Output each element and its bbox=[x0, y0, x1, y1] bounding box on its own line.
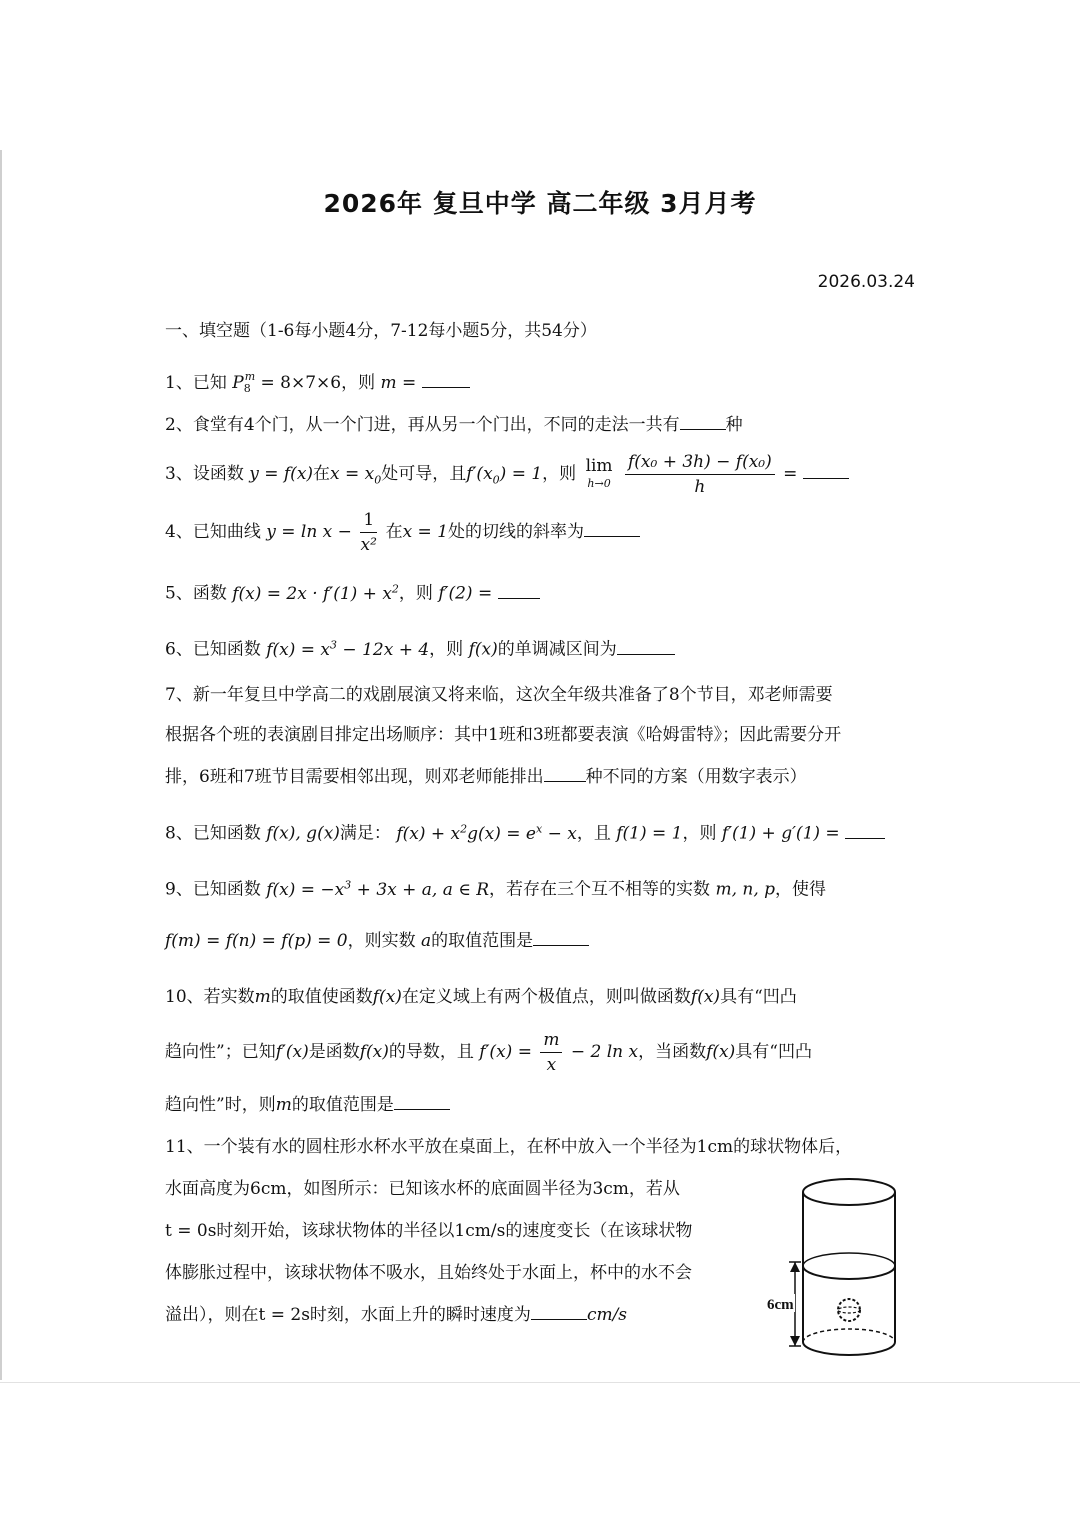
q3-text: 3、设函数 bbox=[165, 464, 244, 484]
scan-bottom-edge bbox=[0, 1382, 1080, 1383]
q3-lim-sub: h→0 bbox=[587, 476, 611, 490]
q1-number: 1、 bbox=[165, 373, 193, 393]
q4-fraction bbox=[360, 508, 377, 557]
q10-text-1b: 的取值使函数 bbox=[270, 987, 373, 1007]
question-3: 3、设函数 y = f(x)在$x = x_0$处可导，且$f'(x_0) = 1$，则 lim h→0 $\frac{\text{f(x₀ + 3h) − f(x₀)}}{h}$ = bbox=[165, 448, 849, 506]
q11-line-1: 11、一个装有水的圆柱形水杯水平放在桌面上，在杯中放入一个半径为1cm的球状物体后， bbox=[165, 1137, 853, 1157]
question-11 bbox=[165, 1132, 852, 1162]
height-arrow-down bbox=[790, 1336, 800, 1346]
question-5: 5、函数 $f(x) = 2x \cdot f'(1) + x^2$，则 f′(2) = bbox=[165, 574, 540, 609]
q6-text: 6、已知函数 bbox=[165, 639, 261, 660]
q10-text-1d: 具有“凹凸 bbox=[720, 987, 797, 1007]
q10-text-2e: 具有“凹凸 bbox=[735, 1042, 812, 1062]
q11-unit: cm/s bbox=[586, 1305, 628, 1325]
q9-text-2: ，若存在三个互不相等的实数 bbox=[489, 879, 711, 900]
q3-numerator: f(x₀ + 3h) − f(x₀) bbox=[625, 450, 775, 475]
q8-text-3: ，且 bbox=[576, 823, 611, 844]
q3-text-3: 处可导，且 bbox=[381, 464, 467, 484]
q10-text-2b: 是函数 bbox=[308, 1042, 360, 1062]
q3-limit bbox=[586, 457, 613, 493]
q3-text-2: 在 bbox=[313, 464, 331, 484]
q4-answer-blank[interactable] bbox=[584, 518, 640, 537]
q3-answer-blank[interactable] bbox=[803, 460, 849, 479]
cylinder-bottom-back bbox=[803, 1329, 895, 1342]
question-11-line-4 bbox=[165, 1258, 692, 1288]
q2-tail: 种 bbox=[725, 415, 743, 435]
q10-text-1a: 10、若实数 bbox=[165, 987, 255, 1007]
question-4: 4、已知曲线 y = ln x − $\frac{1}{\text{x²}}$ 在x = 1处的切线的斜率为 bbox=[165, 506, 640, 558]
question-1: 1、已知 $P_8^m = 8\times 7\times 6$，则 m = bbox=[165, 362, 470, 404]
q11-line-2: 水面高度为6cm，如图所示：已知该水杯的底面圆半径为3cm，若从 bbox=[165, 1179, 680, 1199]
q4-text-2: 在 bbox=[385, 522, 403, 542]
question-10-line-2: 趋向性”；已知f′(x)是函数f(x)的导数，且 f′(x) = $\frac{m}{x}$ − 2 ln x，当函数f(x)具有“凹凸 bbox=[165, 1030, 812, 1075]
question-8: 8、已知函数 f(x), g(x)满足： $f(x) + x^2g(x) = e^x - x$，且 f(1) = 1，则 f′(1) + g′(1) = bbox=[165, 814, 885, 849]
q5-text-2: ，则 bbox=[398, 583, 433, 604]
q8-text-4: ，则 bbox=[682, 823, 717, 844]
q10-answer-blank[interactable] bbox=[394, 1091, 450, 1110]
q8-answer-blank[interactable] bbox=[845, 820, 885, 839]
q2-text: 2、食堂有4个门，从一个门进，再从另一个门出，不同的走法一共有 bbox=[165, 415, 680, 435]
question-10-line-3: 趋向性”时，则m的取值范围是 bbox=[165, 1090, 450, 1120]
q4-text-3: 处的切线的斜率为 bbox=[448, 522, 585, 542]
q10-text-2a: 趋向性”；已知 bbox=[165, 1042, 276, 1062]
q4-denominator: x² bbox=[360, 535, 377, 555]
water-surface-front bbox=[803, 1266, 895, 1279]
question-2 bbox=[165, 410, 743, 440]
q1-var: m = bbox=[380, 373, 417, 393]
q3-text-4: ，则 bbox=[542, 464, 577, 484]
q6-text-3: 的单调减区间为 bbox=[497, 639, 617, 660]
q9-text-4: ，则实数 bbox=[347, 931, 416, 951]
cylinder-top-ellipse bbox=[803, 1179, 895, 1205]
q10-text-3b: 的取值范围是 bbox=[291, 1095, 394, 1115]
q6-answer-blank[interactable] bbox=[617, 636, 675, 655]
q7-line-3a: 排，6班和7班节目需要相邻出现，则邓老师能排出 bbox=[165, 767, 544, 787]
ball-object bbox=[838, 1299, 860, 1321]
q7-line-3b: 种不同的方案（用数字表示） bbox=[585, 767, 807, 787]
q10-text-3a: 趋向性”时，则 bbox=[165, 1095, 276, 1115]
question-9: 9、已知函数 $f(x) = -x^3 + 3x + a$, a ∈ R，若存在三个互不相等的实数 m, n, p，使得 bbox=[165, 878, 827, 900]
q7-answer-blank[interactable] bbox=[544, 763, 586, 782]
q9-text-5: 的取值范围是 bbox=[431, 931, 534, 951]
q1-answer-blank[interactable] bbox=[422, 369, 470, 388]
q2-answer-blank[interactable] bbox=[680, 411, 726, 430]
question-7 bbox=[165, 680, 833, 710]
cylinder-figure bbox=[755, 1170, 905, 1370]
q10-text-1c: 在定义域上有两个极值点，则叫做函数 bbox=[401, 987, 691, 1007]
q11-answer-blank[interactable] bbox=[531, 1301, 587, 1320]
cylinder-bottom-front bbox=[803, 1342, 895, 1355]
q3-fraction bbox=[625, 450, 775, 499]
q9-answer-blank[interactable] bbox=[533, 927, 589, 946]
q4-numerator: 1 bbox=[360, 508, 377, 533]
q7-line-2: 根据各个班的表演剧目排定出场顺序：其中1班和3班都要表演《哈姆雷特》；因此需要分开 bbox=[165, 725, 842, 745]
question-11-line-3 bbox=[165, 1216, 692, 1246]
question-7-line-2 bbox=[165, 720, 841, 750]
question-9-line-2: f(m) = f(n) = f(p) = 0，则实数 a的取值范围是 bbox=[165, 926, 589, 956]
scan-left-edge bbox=[0, 150, 2, 1380]
exam-date: 2026.03.24 bbox=[817, 272, 915, 292]
question-10: 10、若实数m的取值使函数f(x)在定义域上有两个极值点，则叫做函数f(x)具有“凹凸 bbox=[165, 987, 797, 1007]
question-7-line-3 bbox=[165, 762, 807, 792]
q5-text: 5、函数 bbox=[165, 583, 227, 604]
q11-line-3: t = 0s时刻开始，该球状物体的半径以1cm/s的速度变长（在该球状物 bbox=[165, 1221, 693, 1241]
q6-text-2: ，则 bbox=[429, 639, 464, 660]
q3-denominator: h bbox=[694, 477, 706, 497]
q8-text: 8、已知函数 bbox=[165, 823, 261, 844]
q7-line-1: 7、新一年复旦中学高二的戏剧展演又将来临，这次全年级共准备了8个节目，邓老师需要 bbox=[165, 685, 833, 705]
q9-text: 9、已知函数 bbox=[165, 879, 261, 900]
q1-text-2: ，则 bbox=[341, 373, 376, 393]
q10-text-2c: 的导数，且 bbox=[388, 1042, 474, 1062]
section-header: 一、填空题（1-6每小题4分，7-12每小题5分，共54分） bbox=[165, 321, 597, 341]
q8-text-2: 满足： bbox=[339, 823, 391, 844]
height-label: 6cm bbox=[767, 1297, 794, 1313]
height-arrow-up bbox=[790, 1262, 800, 1272]
q10-fraction: $\frac{m}{x}$ bbox=[540, 1028, 562, 1077]
page-title: 2026年 复旦中学 高二年级 3月月考 bbox=[323, 189, 757, 218]
question-6: 6、已知函数 $f(x) = x^3 - 12x + 4$，则 f(x)的单调减区间为 bbox=[165, 630, 675, 665]
water-surface-back bbox=[803, 1253, 895, 1266]
q3-lim-word: lim bbox=[585, 455, 613, 476]
q5-answer-blank[interactable] bbox=[498, 580, 540, 599]
q1-text: 已知 bbox=[192, 373, 227, 393]
question-11-line-2 bbox=[165, 1174, 680, 1204]
question-11-line-5 bbox=[165, 1300, 627, 1330]
q9-text-3: ，使得 bbox=[775, 879, 827, 900]
q11-line-5a: 溢出），则在t = 2s时刻，水面上升的瞬时速度为 bbox=[165, 1305, 531, 1325]
ball-equator bbox=[838, 1307, 860, 1313]
q11-line-4: 体膨胀过程中，该球状物体不吸水，且始终处于水面上，杯中的水不会 bbox=[165, 1263, 692, 1283]
q4-text: 4、已知曲线 bbox=[165, 522, 261, 542]
q10-text-2d: ，当函数 bbox=[638, 1042, 707, 1062]
